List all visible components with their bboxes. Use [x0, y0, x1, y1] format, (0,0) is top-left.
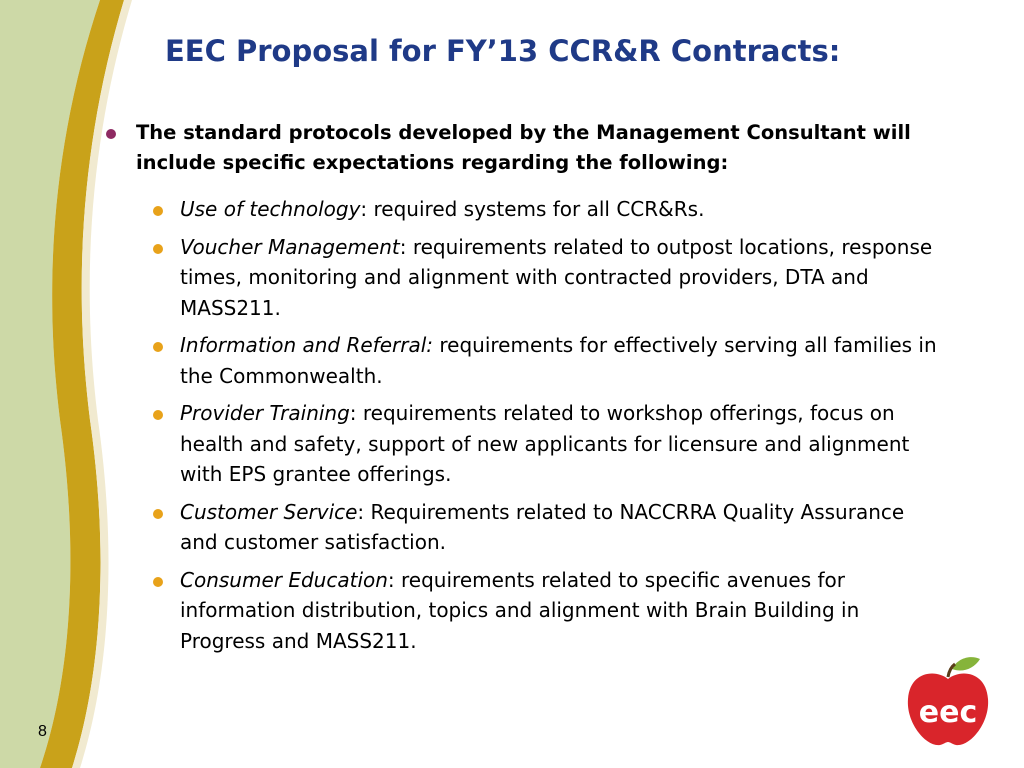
bullet-icon [153, 206, 163, 216]
item-text: : required systems for all CCR&Rs. [360, 197, 705, 221]
item-text: : Requirements related to NACCRRA Quality Assurance and customer satisfaction. [180, 499, 905, 554]
primary-bullet [100, 118, 940, 178]
item-text: : requirements related to outpost locations, response times, monitoring and alignment with contracted providers, DTA and MASS211. [180, 234, 933, 320]
primary-bullet-icon [106, 129, 116, 139]
list-item [150, 194, 940, 225]
apple-leaf [952, 657, 980, 670]
bullet-icon [153, 509, 163, 519]
slide-content [100, 118, 940, 672]
item-term: Customer Service [180, 499, 358, 524]
list-item [150, 398, 940, 490]
item-term: Information and Referral: [180, 333, 434, 357]
eec-apple-logo-icon [900, 655, 996, 751]
item-term: Consumer Education [180, 567, 388, 592]
bullet-icon [153, 577, 163, 587]
bullet-icon [153, 244, 163, 254]
item-term: Voucher Management [180, 234, 400, 259]
list-item [150, 497, 940, 558]
slide-title: EEC Proposal for FY’13 CCR&R Contracts: [165, 34, 841, 68]
item-term: Provider Training [180, 401, 350, 425]
list-item [150, 565, 940, 657]
bullet-icon [153, 342, 163, 352]
item-text: : requirements related to specific avenues for information distribution, topics and alignment with Brain Building in Progress and MASS211. [180, 567, 860, 653]
page-number: 8 [38, 723, 47, 740]
logo-text: eec [918, 695, 978, 730]
apple-stem [948, 664, 955, 677]
item-term: Use of technology [180, 197, 361, 221]
list-item [150, 330, 940, 391]
expectations-list [150, 194, 940, 656]
item-text: : requirements related to workshop offerings, focus on health and safety, support of new applicants for licensure and alignment with EPS grantee offerings. [180, 401, 910, 486]
bullet-icon [153, 410, 163, 420]
item-text: requirements for effectively serving all families in the Commonwealth. [180, 333, 937, 388]
list-item [150, 232, 940, 324]
intro-text: The standard protocols developed by the Management Consultant will include specific expectations regarding the following: [136, 121, 911, 174]
